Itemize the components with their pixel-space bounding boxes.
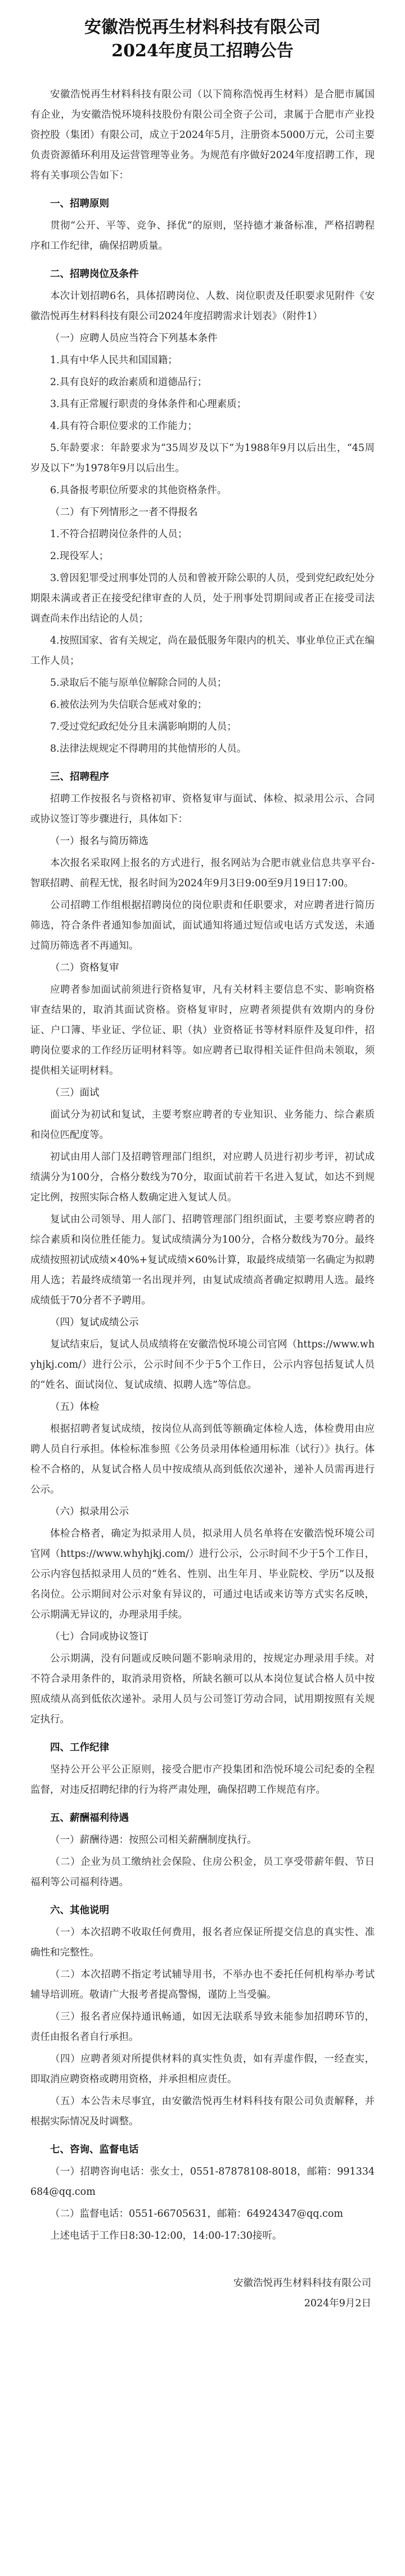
body-paragraph: 上述电话于工作日8:30-12:00，14:00-17:30接听。: [50, 2230, 282, 2242]
body-paragraph: 6.被依法列为失信联合惩戒对象的；: [50, 699, 208, 711]
subsection-heading: （六）拟录用公示: [50, 1506, 129, 1517]
body-paragraph: 复试由公司领导、用人部门、招聘管理部门组织面试，主要考察应聘者的综合素质和岗位胜任能力。复试成绩满分为100分，合格分数线为70分。最终成绩按照初试成绩×40%+复试成绩×60%计算，取最终成绩第一名确定为拟聘用人选；若最终成绩第一名出现并列，由复试成绩高者确定拟聘用人选。最终成绩低于70分者不予聘用。: [30, 1214, 375, 1306]
notice-title: 2024年度员工招聘公告: [111, 41, 294, 61]
body-paragraph: 4.按照国家、省有关规定，尚在最低服务年限内的机关、事业单位正式在编工作人员；: [30, 635, 375, 667]
section-heading: 五、薪酬福利待遇: [50, 1812, 129, 1824]
subsection-heading: （四）复试成绩公示: [50, 1317, 139, 1328]
body-paragraph: 本次计划招聘6名，具体招聘岗位、人数、岗位职责及任职要求见附件《安徽浩悦再生材料科技有限公司2024年度招聘需求计划表》（附件1）: [30, 291, 375, 322]
body-paragraph: 复试结束后，复试人员成绩将在安徽浩悦环境公司官网（https://www.whyhjkj.com/）进行公示，公示时间不少于5个工作日，公示内容包括复试人员的“姓名、面试岗位、复试成绩、拟聘人选”等信息。: [30, 1339, 375, 1391]
body-paragraph: 体检合格者，确定为拟录用人员，拟录用人员名单将在安徽浩悦环境公司官网（https://www.whyhjkj.com/）进行公示，公示时间不少于5个工作日，公示内容包括拟录用人员的“姓名、性别、出生年月、毕业院校、学历”以及报名岗位。公示期间对公示对象有异议的，可通过电话或来访等方式实名反映，公示期满无异议的，办理录用手续。: [30, 1528, 375, 1620]
signature-block: [30, 2273, 375, 2314]
body-paragraph: （一）薪酬待遇：按照公司相关薪酬制度执行。: [50, 1834, 257, 1846]
body-paragraph: 招聘工作按报名与资格初审、资格复审与面试、体检、拟录用公示、合同或协议签订等步骤进行，具体如下：: [30, 793, 375, 825]
subsection-heading: （七）合同或协议签订: [50, 1631, 148, 1642]
body-paragraph: 贯彻“公开、平等、竞争、择优”的原则，坚持德才兼备标准，严格招聘程序和工作纪律，确保招聘质量。: [30, 220, 375, 252]
document-body: [30, 84, 375, 2246]
body-paragraph: 3.具有正常履行职责的身体条件和心理素质；: [50, 399, 247, 410]
body-paragraph: （二）监督电话：0551-66705631，邮箱：64924347@qq.com: [50, 2208, 343, 2220]
subsection-heading: （一）报名与简历筛选: [50, 836, 148, 847]
subsection-heading: （二）资格复审: [50, 962, 119, 974]
body-paragraph: 应聘者参加面试前须进行资格复审，凡有关材料主要信息不实、影响资格审查结果的，取消其面试资格。资格复审时，应聘者须提供有效期内的身份证、户口簿、毕业证、学位证、职（执）业资格证书等材料原件及复印件，招聘岗位要求的工作经历证明材料等。如应聘者已取得相关证件但尚未领取，须提供相关证明材料。: [30, 984, 375, 1077]
body-paragraph: 2.具有良好的政治素质和道德品行；: [50, 377, 208, 388]
section-heading: 四、工作纪律: [50, 1742, 109, 1753]
body-paragraph: 1.具有中华人民共和国国籍；: [50, 355, 178, 366]
body-paragraph: 根据招聘者复试成绩，按岗位从高到低等额确定体检人选，体检费用由应聘人员自行承担。体检标准参照《公务员录用体检通用标准（试行）》执行。体检不合格的，从复试合格人员中按成绩从高到低依次递补，递补人员需再进行公示。: [30, 1423, 375, 1495]
section-heading: 一、招聘原则: [50, 198, 109, 209]
body-paragraph: 坚持公开公平公正原则，接受合肥市产投集团和浩悦环境公司纪委的全程监督，对违反招聘纪律的行为将严肃处理，确保招聘工作规范有序。: [30, 1764, 375, 1796]
signature-date: 2024年9月2日: [304, 2298, 371, 2309]
body-paragraph: （二）企业为员工缴纳社会保险、住房公积金，员工享受带薪年假、节日福利等公司福利待遇。: [30, 1856, 375, 1888]
body-paragraph: （三）报名者应保持通讯畅通，如因无法联系导致未能参加招聘环节的，责任由报名者自行承担。: [30, 2011, 375, 2043]
subsection-heading: （一）应聘人员应当符合下列基本条件: [50, 333, 218, 344]
section-heading: 二、招聘岗位及条件: [50, 269, 139, 280]
body-paragraph: 本次报名采取网上报名的方式进行，报名网站为合肥市就业信息共享平台-智联招聘、前程无忧，报名时间为2024年9月3日9:00至9月19日17:00。: [30, 858, 375, 889]
body-paragraph: 5.年龄要求：年龄要求为“35周岁及以下”为1988年9月以后出生，“45周岁及以下”为1978年9月以后出生。: [30, 443, 375, 474]
company-title: 安徽浩悦再生材料科技有限公司: [84, 17, 321, 37]
section-heading: 三、招聘程序: [50, 771, 109, 783]
body-paragraph: 3.曾因犯罪受过刑事处罚的人员和曾被开除公职的人员，受到党纪政纪处分期限未满或者正在接受纪律审查的人员，处于刑事处罚期间或者正在接受司法调查尚未作出结论的人员；: [30, 573, 375, 624]
body-paragraph: 5.录取后不能与原单位解除合同的人员；: [50, 677, 227, 689]
subsection-heading: （五）体检: [50, 1401, 100, 1413]
body-paragraph: 1.不符合招聘岗位条件的人员；: [50, 529, 188, 540]
section-heading: 七、咨询、监督电话: [50, 2144, 139, 2155]
title-block: [30, 16, 375, 63]
body-paragraph: 公示期满，没有问题或反映问题不影响录用的，按规定办理录用手续。对不符合录用条件的，取消录用资格，所缺名额可以从本岗位复试合格人员中按照成绩从高到低依次递补。录用人员与公司签订劳动合同，试用期按照有关规定执行。: [30, 1653, 375, 1725]
body-paragraph: 安徽浩悦再生材料科技有限公司（以下简称浩悦再生材料）是合肥市属国有企业，为安徽浩悦环境科技股份有限公司全资子公司，隶属于合肥市产业投资控股（集团）有限公司，成立于2024年5月，注册资本5000万元，公司主要负责资源循环利用及运营管理等业务。为规范有序做好2024年度招聘工作，现将有关事项公告如下：: [30, 89, 375, 181]
body-paragraph: （五）本公告未尽事宜，由安徽浩悦再生材料科技有限公司负责解释，并根据实际情况及时调整。: [30, 2096, 375, 2127]
subsection-heading: （二）有下列情形之一者不得报名: [50, 507, 198, 518]
body-paragraph: 7.受过党纪政纪处分且未满影响期的人员；: [50, 721, 237, 733]
body-paragraph: 2.现役军人；: [50, 551, 109, 562]
body-paragraph: 4.具有符合职位要求的工作能力；: [50, 421, 197, 432]
body-paragraph: 初试由用人部门及招聘管理部门组织，对应聘人员进行初步考评，初试成绩满分为100分，合格分数线为70分，取面试前若干名进入复试，如达不到规定比例，按照实际合格人数确定进入复试人员。: [30, 1151, 375, 1203]
body-paragraph: 8.法律法规规定不得聘用的其他情形的人员。: [50, 743, 247, 755]
body-paragraph: 6.具备报考职位所要求的其他资格条件。: [50, 485, 227, 496]
section-heading: 六、其他说明: [50, 1905, 109, 1916]
body-paragraph: （一）招聘咨询电话：张女士，0551-87878108-8018，邮箱：991334684@qq.com: [30, 2166, 375, 2198]
body-paragraph: （二）本次招聘不指定考试辅导用书，不举办也不委托任何机构举办考试辅导培训班。敬请广大报考者提高警惕，谨防上当受骗。: [30, 1969, 375, 2001]
body-paragraph: 公司招聘工作组根据招聘岗位的岗位职责和任职要求，对应聘者进行简历筛选，符合条件者通知参加面试，面试通知将通过短信或电话方式发送，未通过简历筛选者不再通知。: [30, 900, 375, 952]
body-paragraph: （一）本次招聘不收取任何费用，报名者应保证所提交信息的真实性、准确性和完整性。: [30, 1927, 375, 1958]
signature-company: 安徽浩悦再生材料科技有限公司: [233, 2278, 371, 2289]
body-paragraph: 面试分为初试和复试，主要考察应聘者的专业知识、业务能力、综合素质和岗位匹配度等。: [30, 1109, 375, 1141]
body-paragraph: （四）应聘者须对所提供材料的真实性负责，如有弄虚作假，一经查实，即取消应聘资格或聘用资格，并承担相应责任。: [30, 2053, 375, 2085]
subsection-heading: （三）面试: [50, 1087, 100, 1099]
